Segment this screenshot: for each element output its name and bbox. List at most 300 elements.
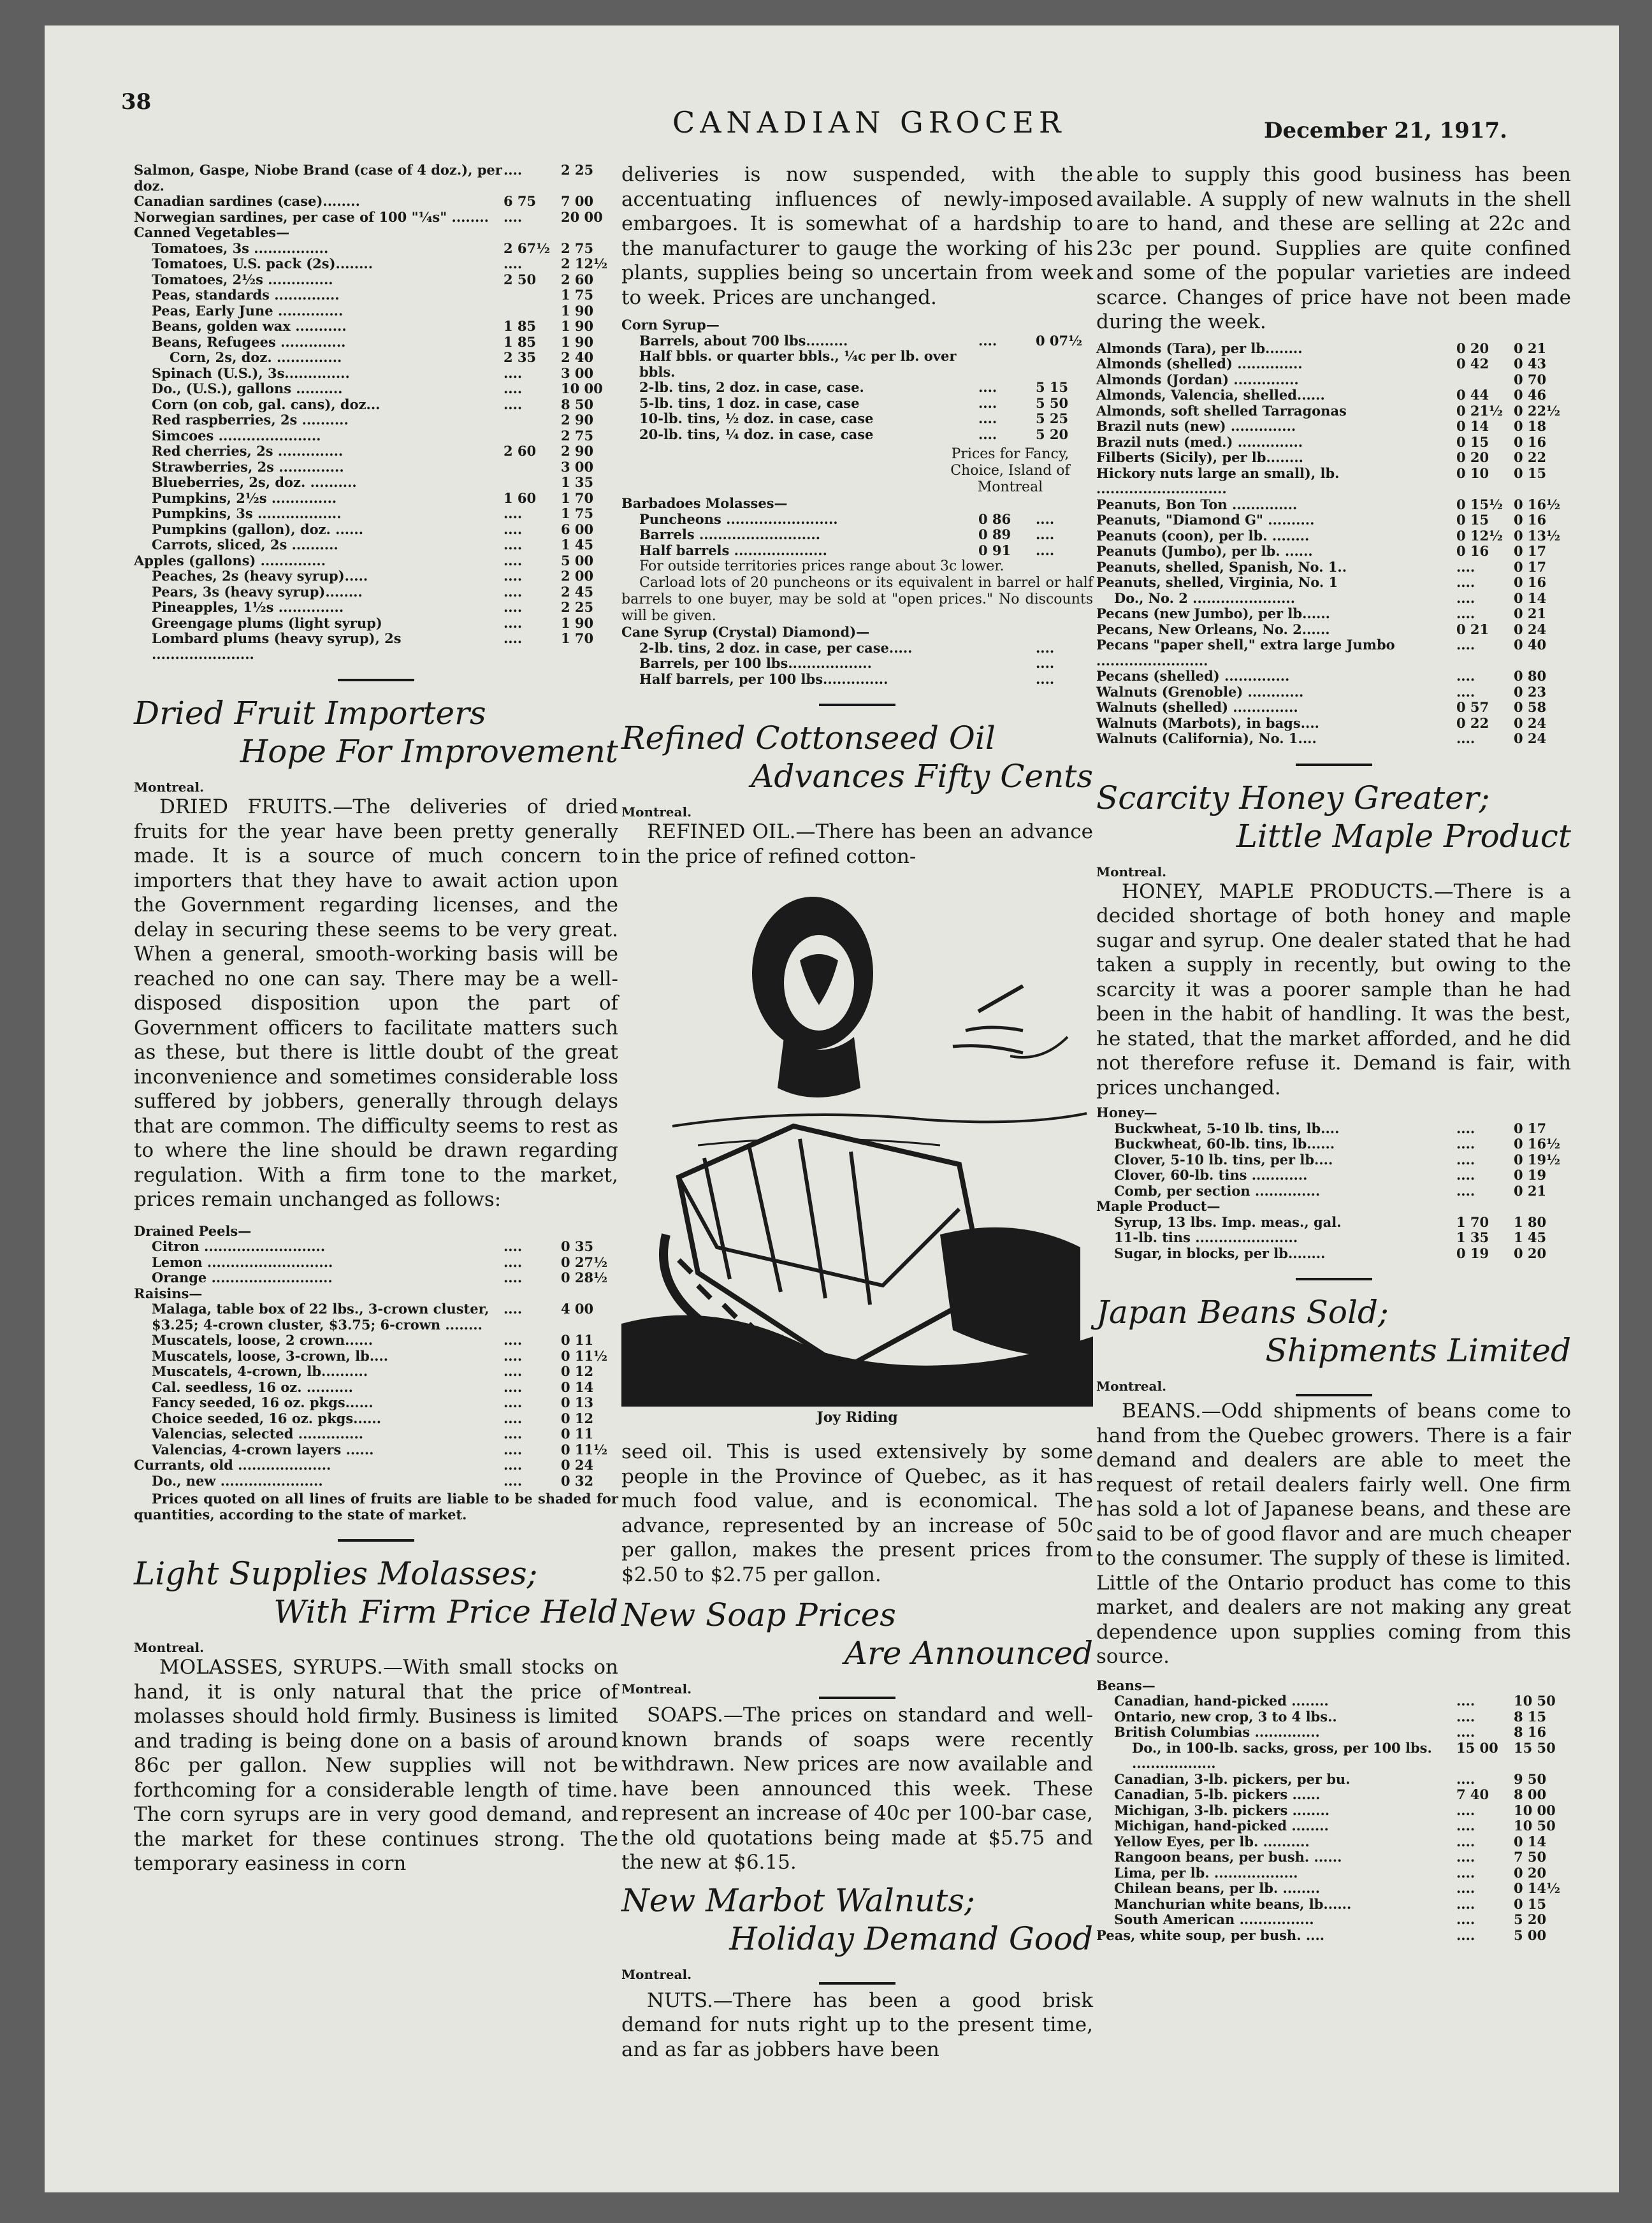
price-low: ....: [504, 1363, 523, 1379]
price-low: 2 60: [504, 443, 537, 459]
price-high: 3 00: [561, 365, 594, 381]
dateline: Montreal.: [621, 1966, 692, 1982]
headline-line2: Hope For Improvement: [240, 733, 618, 770]
price-low: ....: [1456, 730, 1475, 746]
table-row: [134, 631, 618, 662]
headline-line1: Dried Fruit Importers: [134, 695, 486, 732]
price-low: 0 44: [1456, 387, 1489, 403]
item-name: Do., new ......................: [152, 1472, 323, 1489]
item-name: Beans, Refugees ..............: [152, 333, 346, 350]
price-low: ....: [504, 396, 523, 412]
item-name: Clover, 5-10 lb. tins, per lb....: [1114, 1151, 1333, 1168]
price-high: 0 20: [1514, 1245, 1547, 1261]
table-row: [1096, 1678, 1571, 1694]
table-row: [621, 427, 1093, 443]
price-low: 0 20: [1456, 449, 1489, 465]
item-name: Apples (gallons) ..............: [134, 552, 326, 568]
table-row: [1096, 1215, 1571, 1231]
price-high: 0 21: [1514, 605, 1547, 621]
item-name: Pumpkins, 2½s ..............: [152, 489, 337, 506]
price-high: 0 20: [1514, 1864, 1547, 1881]
price-high: [1514, 1678, 1571, 1694]
price-low: ....: [1456, 558, 1475, 575]
price-low: ....: [504, 537, 523, 553]
price-high: 2 00: [561, 568, 594, 584]
table-row: [1096, 387, 1571, 403]
item-name: Peanuts, shelled, Spanish, No. 1..: [1096, 558, 1347, 575]
table-row: [1096, 637, 1571, 669]
price-high: 2 12½: [561, 256, 608, 272]
price-low: ....: [1456, 605, 1475, 621]
article-dried-fruit: [134, 694, 618, 1212]
table-row: [134, 1395, 618, 1411]
item-name: Walnuts (Grenoble) ............: [1096, 683, 1304, 700]
headline-line2: Holiday Demand Good: [729, 1920, 1093, 1957]
table-row: [134, 1458, 618, 1474]
price-high: 10 00: [561, 380, 603, 396]
item-name: Chilean beans, per lb. ........: [1114, 1880, 1321, 1896]
table-row: [134, 1411, 618, 1427]
price-high: 0 12: [561, 1410, 594, 1426]
price-low: ....: [1456, 1818, 1475, 1834]
table-row: [1096, 1184, 1571, 1199]
price-high: 0 24: [1514, 730, 1547, 746]
article-body: DRIED FRUITS.—The deliveries of dried fruits for the year have been pretty generally made. It is a source of much concern to importers that they have to await action upon the Government regarding licenses, and the delay in securing these seems to be very great. When a general, smooth-working basis will be reached no one can say. There may be a well-disposed disposition upon the part of Government officers to facilitate matters such as these, but there is little doubt of the great inconvenience and sometimes considerable loss suffered by jobbers, generally through delays that are common. The difficulty seems to rest as to where the line should be drawn regarding regulation. With a firm tone to the market, prices remain unchanged as follows:: [134, 795, 618, 1211]
price-high: 0 15: [1514, 465, 1547, 481]
table-row: [134, 1349, 618, 1365]
item-name: Michigan, hand-picked ........: [1114, 1818, 1329, 1834]
price-high: 0 70: [1514, 371, 1547, 387]
price-low: 15 00: [1456, 1739, 1498, 1756]
price-low: [978, 641, 1036, 656]
item-name: Peanuts, shelled, Virginia, No. 1: [1096, 574, 1338, 590]
price-high: [1514, 1199, 1571, 1215]
price-low: [504, 1224, 561, 1240]
item-name: Red cherries, 2s ..............: [152, 443, 344, 459]
price-low: ....: [504, 1332, 523, 1348]
item-name: Malaga, table box of 22 lbs., 3-crown cluster, $3.25; 4-crown cluster, $3.75; 6-crown ........: [152, 1301, 489, 1333]
table-row: [1096, 684, 1571, 700]
newspaper-page: [45, 25, 1619, 2192]
price-high: 0 18: [1514, 418, 1547, 434]
price-low: [504, 1286, 561, 1302]
article-molasses: [134, 1554, 618, 1876]
price-low: 0 21½: [1456, 402, 1503, 419]
table-row: [621, 656, 1093, 672]
table-row: [1096, 1105, 1571, 1121]
cartoon-caption: Joy Riding: [816, 1409, 898, 1426]
price-high: 0 35: [561, 1238, 594, 1254]
item-name: Do., in 100-lb. sacks, gross, per 100 lbs. ..................: [1132, 1739, 1432, 1771]
price-low: ....: [1456, 683, 1475, 700]
article-body: BEANS.—Odd shipments of beans come to hand from the Quebec growers. There is a fair demand and dealers are able to meet the request of retail dealers fairly well. One firm has sold a lot of Japanese beans, and these are said to be of good flavor and are much cheaper to the consumer. The supply of these is limited. Little of the Ontario product has come to this market, and dealers are not making any great dependence upon supplies coming from this source.: [1096, 1400, 1571, 1668]
table-row: [134, 335, 618, 351]
table-row: [621, 349, 1093, 380]
item-name: Manchurian white beans, lb......: [1114, 1895, 1352, 1912]
item-name: Norwegian sardines, per case of 100 "¼s" ........: [134, 208, 489, 225]
column-3: [1096, 163, 1571, 1943]
table-row: [134, 1333, 618, 1349]
price-high: 0 24: [1514, 621, 1547, 637]
table-row: [1096, 622, 1571, 638]
table-row: [1096, 528, 1571, 544]
price-high: [1036, 625, 1093, 641]
price-high: 0 21: [1514, 340, 1547, 356]
item-name: Carrots, sliced, 2s ..........: [152, 537, 338, 553]
article-body: NUTS.—There has been a good brisk demand for nuts right up to the present time, and as far as jobbers have been: [621, 1988, 1093, 2061]
item-name: Clover, 60-lb. tins ............: [1114, 1167, 1308, 1183]
price-high: 1 70: [561, 489, 594, 506]
item-name: Pineapples, 1½s ..............: [152, 599, 344, 615]
item-name: Strawberries, 2s ..............: [152, 458, 344, 475]
item-name: Lombard plums (heavy syrup), 2s ......................: [152, 630, 402, 662]
item-name: Yellow Eyes, per lb. ..........: [1114, 1833, 1310, 1850]
headline-line2: Are Announced: [844, 1635, 1093, 1672]
table-row: [1096, 1152, 1571, 1168]
price-high: ....: [1036, 670, 1055, 687]
item-name: Raisins—: [134, 1285, 203, 1301]
item-name: Peas, standards ..............: [152, 287, 340, 303]
price-table-molasses: [621, 496, 1093, 558]
price-low: ....: [504, 256, 523, 272]
item-name: Sugar, in blocks, per lb........: [1114, 1245, 1326, 1261]
price-high: 2 60: [561, 271, 594, 287]
item-name: Fancy seeded, 16 oz. pkgs......: [152, 1394, 373, 1410]
table-row: [134, 381, 618, 397]
table-row: [134, 568, 618, 584]
item-name: Canadian, hand-picked ........: [1114, 1693, 1329, 1709]
table-row: [1096, 341, 1571, 357]
article-body: MOLASSES, SYRUPS.—With small stocks on hand, it is only natural that the price of molasses should hold firmly. Business is limited and trading is being done on a basis of around 86c per gallon. New supplies will not be forthcoming for a considerable length of time. The corn syrups are in very good demand, and the market for these continues strong. The temporary easiness in corn: [134, 1656, 619, 1875]
price-high: 2 25: [561, 599, 594, 615]
item-name: Peaches, 2s (heavy syrup).....: [152, 568, 368, 584]
price-low: ....: [504, 1301, 523, 1317]
section-rule: [338, 679, 414, 681]
price-table-nuts: [1096, 341, 1571, 747]
item-name: Peanuts (coon), per lb. ........: [1096, 527, 1310, 544]
price-high: 5 50: [1036, 395, 1069, 411]
price-high: 8 16: [1514, 1724, 1547, 1740]
price-low: ....: [978, 332, 997, 349]
price-low: ....: [504, 1410, 523, 1426]
table-row: [134, 491, 618, 507]
table-row: [134, 506, 618, 522]
item-name: Muscatels, 4-crown, lb..........: [152, 1363, 368, 1379]
price-table-honey-maple: [1096, 1105, 1571, 1261]
headline-line1: Japan Beans Sold;: [1096, 1294, 1389, 1331]
price-low: ....: [1456, 1182, 1475, 1199]
price-high: 0 24: [1514, 714, 1547, 731]
price-high: 0 11½: [561, 1441, 608, 1458]
price-low: ....: [504, 599, 523, 615]
price-high: 3 00: [561, 458, 594, 475]
price-low: ....: [504, 380, 523, 396]
item-name: Barrels, per 100 lbs..................: [639, 655, 872, 671]
price-high: 2 40: [561, 349, 594, 365]
item-name: Tomatoes, U.S. pack (2s)........: [152, 256, 373, 272]
price-high: 0 17: [1514, 558, 1547, 575]
table-row: [621, 317, 1093, 333]
table-row: [134, 1239, 618, 1255]
table-row: [1096, 356, 1571, 372]
price-low: [1456, 1199, 1514, 1215]
price-high: 0 14: [1514, 1833, 1547, 1850]
item-name: Choice seeded, 16 oz. pkgs......: [152, 1410, 382, 1426]
table-row: [1096, 466, 1571, 497]
article-body: HONEY, MAPLE PRODUCTS.—There is a decided shortage of both honey and maple sugar and syrup. One dealer stated that he had taken a supply in recently, but owing to the scarcity it was a poorer sample than he had been in the habit of handling. It was the best, he stated, that the market afforded, and he did not therefore refuse it. Demand is fair, with prices unchanged.: [1096, 880, 1571, 1099]
price-high: 5 00: [561, 552, 594, 568]
table-row: [134, 350, 618, 366]
table-row: [134, 1255, 618, 1271]
price-high: ....: [1036, 639, 1055, 656]
article-continuation: able to supply this good business has been available. A supply of new walnuts in the shell are to hand, and these are selling at 22c and 23c per pound. Supplies are quite confined and some of the popular varieties are indeed scarce. Changes of price have not been made during the week.: [1096, 163, 1571, 333]
table-row: [1096, 372, 1571, 388]
item-name: Pecans (new Jumbo), per lb......: [1096, 605, 1330, 621]
price-low: 0 15½: [1456, 496, 1503, 512]
price-high: 0 16½: [1514, 496, 1561, 512]
price-low: 1 70: [1456, 1213, 1489, 1230]
table-row: [621, 543, 1093, 559]
dateline: Montreal.: [134, 779, 205, 795]
item-name: Greengage plums (light syrup): [152, 614, 382, 631]
price-low: ....: [1456, 1849, 1475, 1865]
price-high: 10 50: [1514, 1818, 1556, 1834]
price-low: ....: [1456, 637, 1475, 653]
price-low: 0 14: [1456, 418, 1489, 434]
section-rule: [1296, 764, 1372, 766]
price-low: ....: [1456, 1136, 1475, 1152]
item-name: Peas, Early June ..............: [152, 302, 344, 319]
item-name: 2-lb. tins, 2 doz. in case, per case.....: [639, 639, 913, 656]
table-note: For outside territories prices range about 3c lower.: [639, 558, 1004, 574]
price-low: ....: [1456, 574, 1475, 590]
table-row: [134, 225, 618, 241]
price-low: 0 57: [1456, 699, 1489, 715]
price-high: 0 17: [1514, 1120, 1547, 1136]
table-row: [134, 303, 618, 319]
price-low: [1456, 1105, 1514, 1121]
item-name: Tomatoes, 2½s ..............: [152, 271, 333, 287]
item-name: Hickory nuts large an small), lb. ............................: [1096, 465, 1340, 496]
price-high: 5 25: [1036, 410, 1069, 426]
item-name: Half barrels, per 100 lbs..............: [639, 670, 888, 687]
article-beans: [1096, 1293, 1571, 1669]
price-high: 10 00: [1514, 1802, 1556, 1818]
item-name: Corn (on cob, gal. cans), doz...: [152, 396, 380, 412]
table-row: [1096, 435, 1571, 451]
table-row: [134, 428, 618, 444]
masthead: CANADIAN GROCER: [672, 105, 1066, 140]
table-row: [621, 672, 1093, 688]
table-row: [134, 460, 618, 475]
table-row: [1096, 1230, 1571, 1246]
table-row: [1096, 497, 1571, 513]
item-name: Barrels ..........................: [639, 526, 821, 542]
item-name: Michigan, 3-lb. pickers ........: [1114, 1802, 1330, 1818]
item-name: Pears, 3s (heavy syrup)........: [152, 583, 363, 600]
price-high: 10 50: [1514, 1693, 1556, 1709]
table-row: [134, 256, 618, 272]
item-name: Blueberries, 2s, doz. ..........: [152, 474, 357, 490]
table-row: [1096, 450, 1571, 466]
table-row: [1096, 1865, 1571, 1881]
price-high: 20 00: [561, 208, 603, 225]
price-low: ....: [504, 208, 523, 225]
table-row: [621, 625, 1093, 641]
price-high: 0 15: [1514, 1895, 1547, 1912]
page-number: 38: [121, 89, 152, 115]
item-name: Canned Vegetables—: [134, 224, 290, 240]
price-low: 2 67½: [504, 240, 551, 256]
table-row: [621, 496, 1093, 512]
table-row: [1096, 1881, 1571, 1897]
price-low: ....: [504, 162, 523, 178]
table-row: [134, 1301, 618, 1333]
price-low: 0 21: [1456, 621, 1489, 637]
price-high: 0 22½: [1514, 402, 1561, 419]
item-name: Red raspberries, 2s ..........: [152, 412, 349, 428]
price-high: 0 46: [1514, 387, 1547, 403]
article-body-continued: seed oil. This is used extensively by some people in the Province of Quebec, as it has much food value, and is economical. The advance, represented by an increase of 50c per gallon, makes the present prices from $2.50 to $2.75 per gallon.: [621, 1440, 1093, 1586]
price-high: [1036, 349, 1093, 380]
price-low: ....: [978, 395, 997, 411]
price-low: [978, 672, 1036, 688]
item-name: Pecans, New Orleans, No. 2......: [1096, 621, 1330, 637]
item-name: Tomatoes, 3s ................: [152, 240, 329, 256]
table-row: [621, 380, 1093, 396]
price-high: 0 17: [1514, 543, 1547, 559]
table-row: [1096, 512, 1571, 528]
price-low: ....: [504, 552, 523, 568]
price-high: ....: [1036, 655, 1055, 671]
price-high: 2 75: [561, 427, 594, 444]
table-row: [1096, 419, 1571, 435]
price-low: ....: [1456, 1895, 1475, 1912]
price-low: [978, 349, 1036, 380]
item-name: Corn, 2s, doz. ..............: [170, 349, 342, 365]
price-low: ....: [1456, 1864, 1475, 1881]
price-low: ....: [504, 1457, 523, 1473]
item-name: Comb, per section ..............: [1114, 1182, 1321, 1199]
item-name: Orange ..........................: [152, 1270, 333, 1285]
price-high: 15 50: [1514, 1739, 1556, 1756]
price-low: 0 19: [1456, 1245, 1489, 1261]
table-row: [621, 512, 1093, 528]
table-row: [134, 616, 618, 632]
table-row: [134, 1364, 618, 1380]
table-row: [134, 1426, 618, 1442]
price-high: 0 19: [1514, 1167, 1547, 1183]
price-low: ....: [504, 568, 523, 584]
price-low: 0 15: [1456, 512, 1489, 528]
price-low: ....: [504, 1379, 523, 1395]
item-name: Almonds, Valencia, shelled......: [1096, 387, 1325, 403]
price-high: [561, 1286, 618, 1302]
price-high: 1 80: [1514, 1213, 1547, 1230]
price-low: ....: [1456, 1724, 1475, 1740]
section-rule: [819, 704, 895, 706]
table-row: [1096, 544, 1571, 560]
article-soap: [621, 1596, 1093, 1875]
item-name: Corn Syrup—: [621, 317, 720, 333]
table-row: [134, 600, 618, 616]
price-high: [1036, 496, 1093, 512]
table-row: [1096, 1803, 1571, 1819]
table-row: [1096, 1709, 1571, 1725]
price-low: ....: [1456, 1770, 1475, 1787]
dateline: Montreal.: [621, 1681, 692, 1697]
item-name: Brazil nuts (new) ..............: [1096, 418, 1296, 434]
issue-date: December 21, 1917.: [1263, 118, 1507, 143]
item-name: Canadian sardines (case)........: [134, 193, 360, 209]
item-name: Barrels, about 700 lbs.........: [639, 332, 848, 349]
table-row: [134, 1286, 618, 1302]
table-row: [134, 1224, 618, 1240]
table-row: [1096, 731, 1571, 747]
table-row: [134, 241, 618, 257]
price-low: ....: [504, 1472, 523, 1489]
item-name: Spinach (U.S.), 3s..............: [152, 365, 350, 381]
price-high: [561, 225, 618, 241]
headline-line1: Refined Cottonseed Oil: [621, 720, 996, 757]
item-name: Cane Syrup (Crystal) Diamond)—: [621, 624, 870, 640]
price-table-corn-syrup: [621, 317, 1093, 442]
price-high: 0 58: [1514, 699, 1547, 715]
item-name: South American ................: [1114, 1911, 1314, 1927]
table-row: [621, 396, 1093, 412]
price-low: [978, 317, 1036, 333]
table-row: [1096, 1693, 1571, 1709]
table-row: [134, 163, 618, 194]
item-name: Cal. seedless, 16 oz. ..........: [152, 1379, 353, 1395]
price-high: 1 45: [1514, 1229, 1547, 1245]
dateline: Montreal.: [134, 1640, 205, 1655]
price-low: ....: [1456, 1880, 1475, 1896]
item-name: Honey—: [1096, 1104, 1157, 1120]
price-high: 2 25: [561, 162, 594, 178]
table-row: [134, 553, 618, 569]
table-row: [134, 475, 618, 491]
item-name: 2-lb. tins, 2 doz. in case, case.: [639, 379, 864, 395]
item-name: Canadian, 5-lb. pickers ......: [1114, 1786, 1321, 1802]
table-row: [1096, 1725, 1571, 1741]
item-name: Valencias, selected ..............: [152, 1426, 364, 1442]
price-high: [1036, 317, 1093, 333]
price-low: ....: [504, 1238, 523, 1254]
table-row: [1096, 1199, 1571, 1215]
table-row: [1096, 1787, 1571, 1803]
item-name: 11-lb. tins ......................: [1114, 1229, 1298, 1245]
item-name: Almonds (Jordan) ..............: [1096, 371, 1299, 387]
price-low: ....: [504, 583, 523, 600]
headline-line1: New Marbot Walnuts;: [621, 1881, 975, 1919]
price-low: ....: [504, 365, 523, 381]
table-row: [1096, 1741, 1571, 1772]
price-low: ....: [1456, 1911, 1475, 1927]
table-row: [1096, 1897, 1571, 1913]
price-high: 0 32: [561, 1472, 594, 1489]
price-low: ....: [504, 505, 523, 521]
table-row: [621, 411, 1093, 427]
article-honey-maple: [1096, 779, 1571, 1101]
item-name: Pumpkins, 3s ..................: [152, 505, 342, 521]
price-high: 0 80: [1514, 668, 1547, 684]
price-high: 2 90: [561, 412, 594, 428]
price-high: 2 45: [561, 583, 594, 600]
table-row: [1096, 560, 1571, 576]
section-rule: [819, 1982, 895, 1985]
item-name: Rangoon beans, per bush. ......: [1114, 1849, 1342, 1865]
